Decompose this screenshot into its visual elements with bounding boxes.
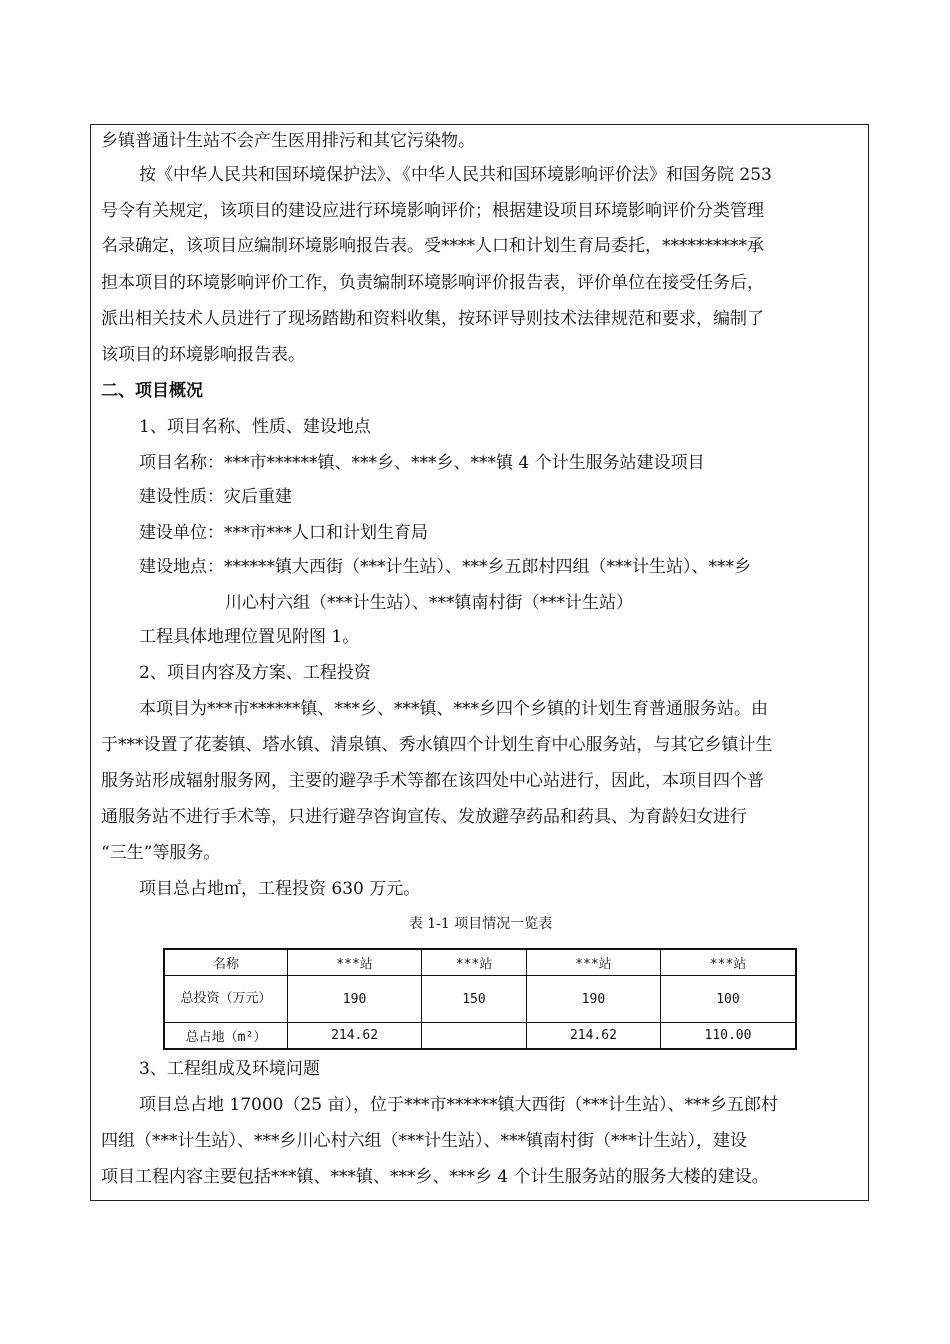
text-line: 四组（***计生站）、***乡川心村六组（***计生站）、***镇南村街（***计生站），建设 <box>101 1131 747 1151</box>
text-line: 名录确定，该项目应编制环境影响报告表。受****人口和计划生育局委托，**********承 <box>101 236 764 256</box>
table-header-cell: ***站 <box>288 949 422 976</box>
table-cell: 150 <box>422 976 527 1023</box>
table-row <box>164 976 796 1023</box>
text-line: 建设性质：灾后重建 <box>139 487 292 507</box>
table-header-cell: ***站 <box>526 949 660 976</box>
text-line: 工程具体地理位置见附图 1。 <box>139 627 360 647</box>
table-header-cell: 名称 <box>164 949 288 976</box>
text-line: 担本项目的环境影响评价工作，负责编制环境影响评价报告表，评价单位在接受任务后， <box>101 273 764 293</box>
text-line: 通服务站不进行手术等，只进行避孕咨询宣传、发放避孕药品和药具、为育龄妇女进行 <box>101 807 747 827</box>
table-cell: 214.62 <box>526 1023 660 1050</box>
subsection-heading: 3、工程组成及环境问题 <box>139 1059 320 1079</box>
text-line: 乡镇普通计生站不会产生医用排污和其它污染物。 <box>101 131 475 151</box>
table-cell: 总投资（万元） <box>164 976 288 1023</box>
text-line: 本项目为***市******镇、***乡、***镇、***乡四个乡镇的计划生育普通服务站。由 <box>139 699 768 719</box>
subsection-heading: 2、项目内容及方案、工程投资 <box>139 663 371 683</box>
table-row <box>164 1023 796 1050</box>
table-cell: 214.62 <box>288 1023 422 1050</box>
text-line: “三生”等服务。 <box>101 843 221 863</box>
table-cell: 110.00 <box>660 1023 796 1050</box>
document-frame <box>90 124 869 1201</box>
table-header-cell: ***站 <box>660 949 796 976</box>
text-line: 于***设置了花萎镇、塔水镇、清泉镇、秀水镇四个计划生育中心服务站，与其它乡镇计生 <box>101 735 773 755</box>
text-line: 号令有关规定，该项目的建设应进行环境影响评价；根据建设项目环境影响评价分类管理 <box>101 201 764 221</box>
text-line: 项目名称：***市******镇、***乡、***乡、***镇 4 个计生服务站建设项目 <box>139 453 705 473</box>
text-line: 项目总占地㎡，工程投资 630 万元。 <box>139 879 421 899</box>
table-cell: 100 <box>660 976 796 1023</box>
table-cell: 总占地（m²） <box>164 1023 288 1050</box>
section-heading: 二、项目概况 <box>101 381 203 401</box>
table-caption: 表 1-1 项目情况一览表 <box>408 916 553 932</box>
table-cell <box>422 1023 527 1050</box>
project-table <box>163 948 797 1050</box>
text-line: 该项目的环境影响报告表。 <box>101 345 305 365</box>
table-cell: 190 <box>288 976 422 1023</box>
subsection-heading: 1、项目名称、性质、建设地点 <box>139 417 371 437</box>
text-line: 川心村六组（***计生站）、***镇南村街（***计生站） <box>225 593 633 613</box>
text-line: 派出相关技术人员进行了现场踏勘和资料收集，按环评导则技术法律规范和要求，编制了 <box>101 309 764 329</box>
text-line: 按《中华人民共和国环境保护法》、《中华人民共和国环境影响评价法》和国务院 253 <box>139 165 772 185</box>
table-header-row <box>164 949 796 976</box>
text-line: 建设地点：******镇大西街（***计生站）、***乡五郎村四组（***计生站）、***乡 <box>139 557 751 577</box>
text-line: 服务站形成辐射服务网，主要的避孕手术等都在该四处中心站进行，因此，本项目四个普 <box>101 771 764 791</box>
text-line: 建设单位：***市***人口和计划生育局 <box>139 523 428 543</box>
table-cell: 190 <box>526 976 660 1023</box>
text-line: 项目工程内容主要包括***镇、***镇、***乡、***乡 4 个计生服务站的服务大楼的建设。 <box>101 1167 769 1187</box>
table-header-cell: ***站 <box>422 949 527 976</box>
text-line: 项目总占地 17000（25 亩），位于***市******镇大西街（***计生站）、***乡五郎村 <box>139 1095 779 1115</box>
